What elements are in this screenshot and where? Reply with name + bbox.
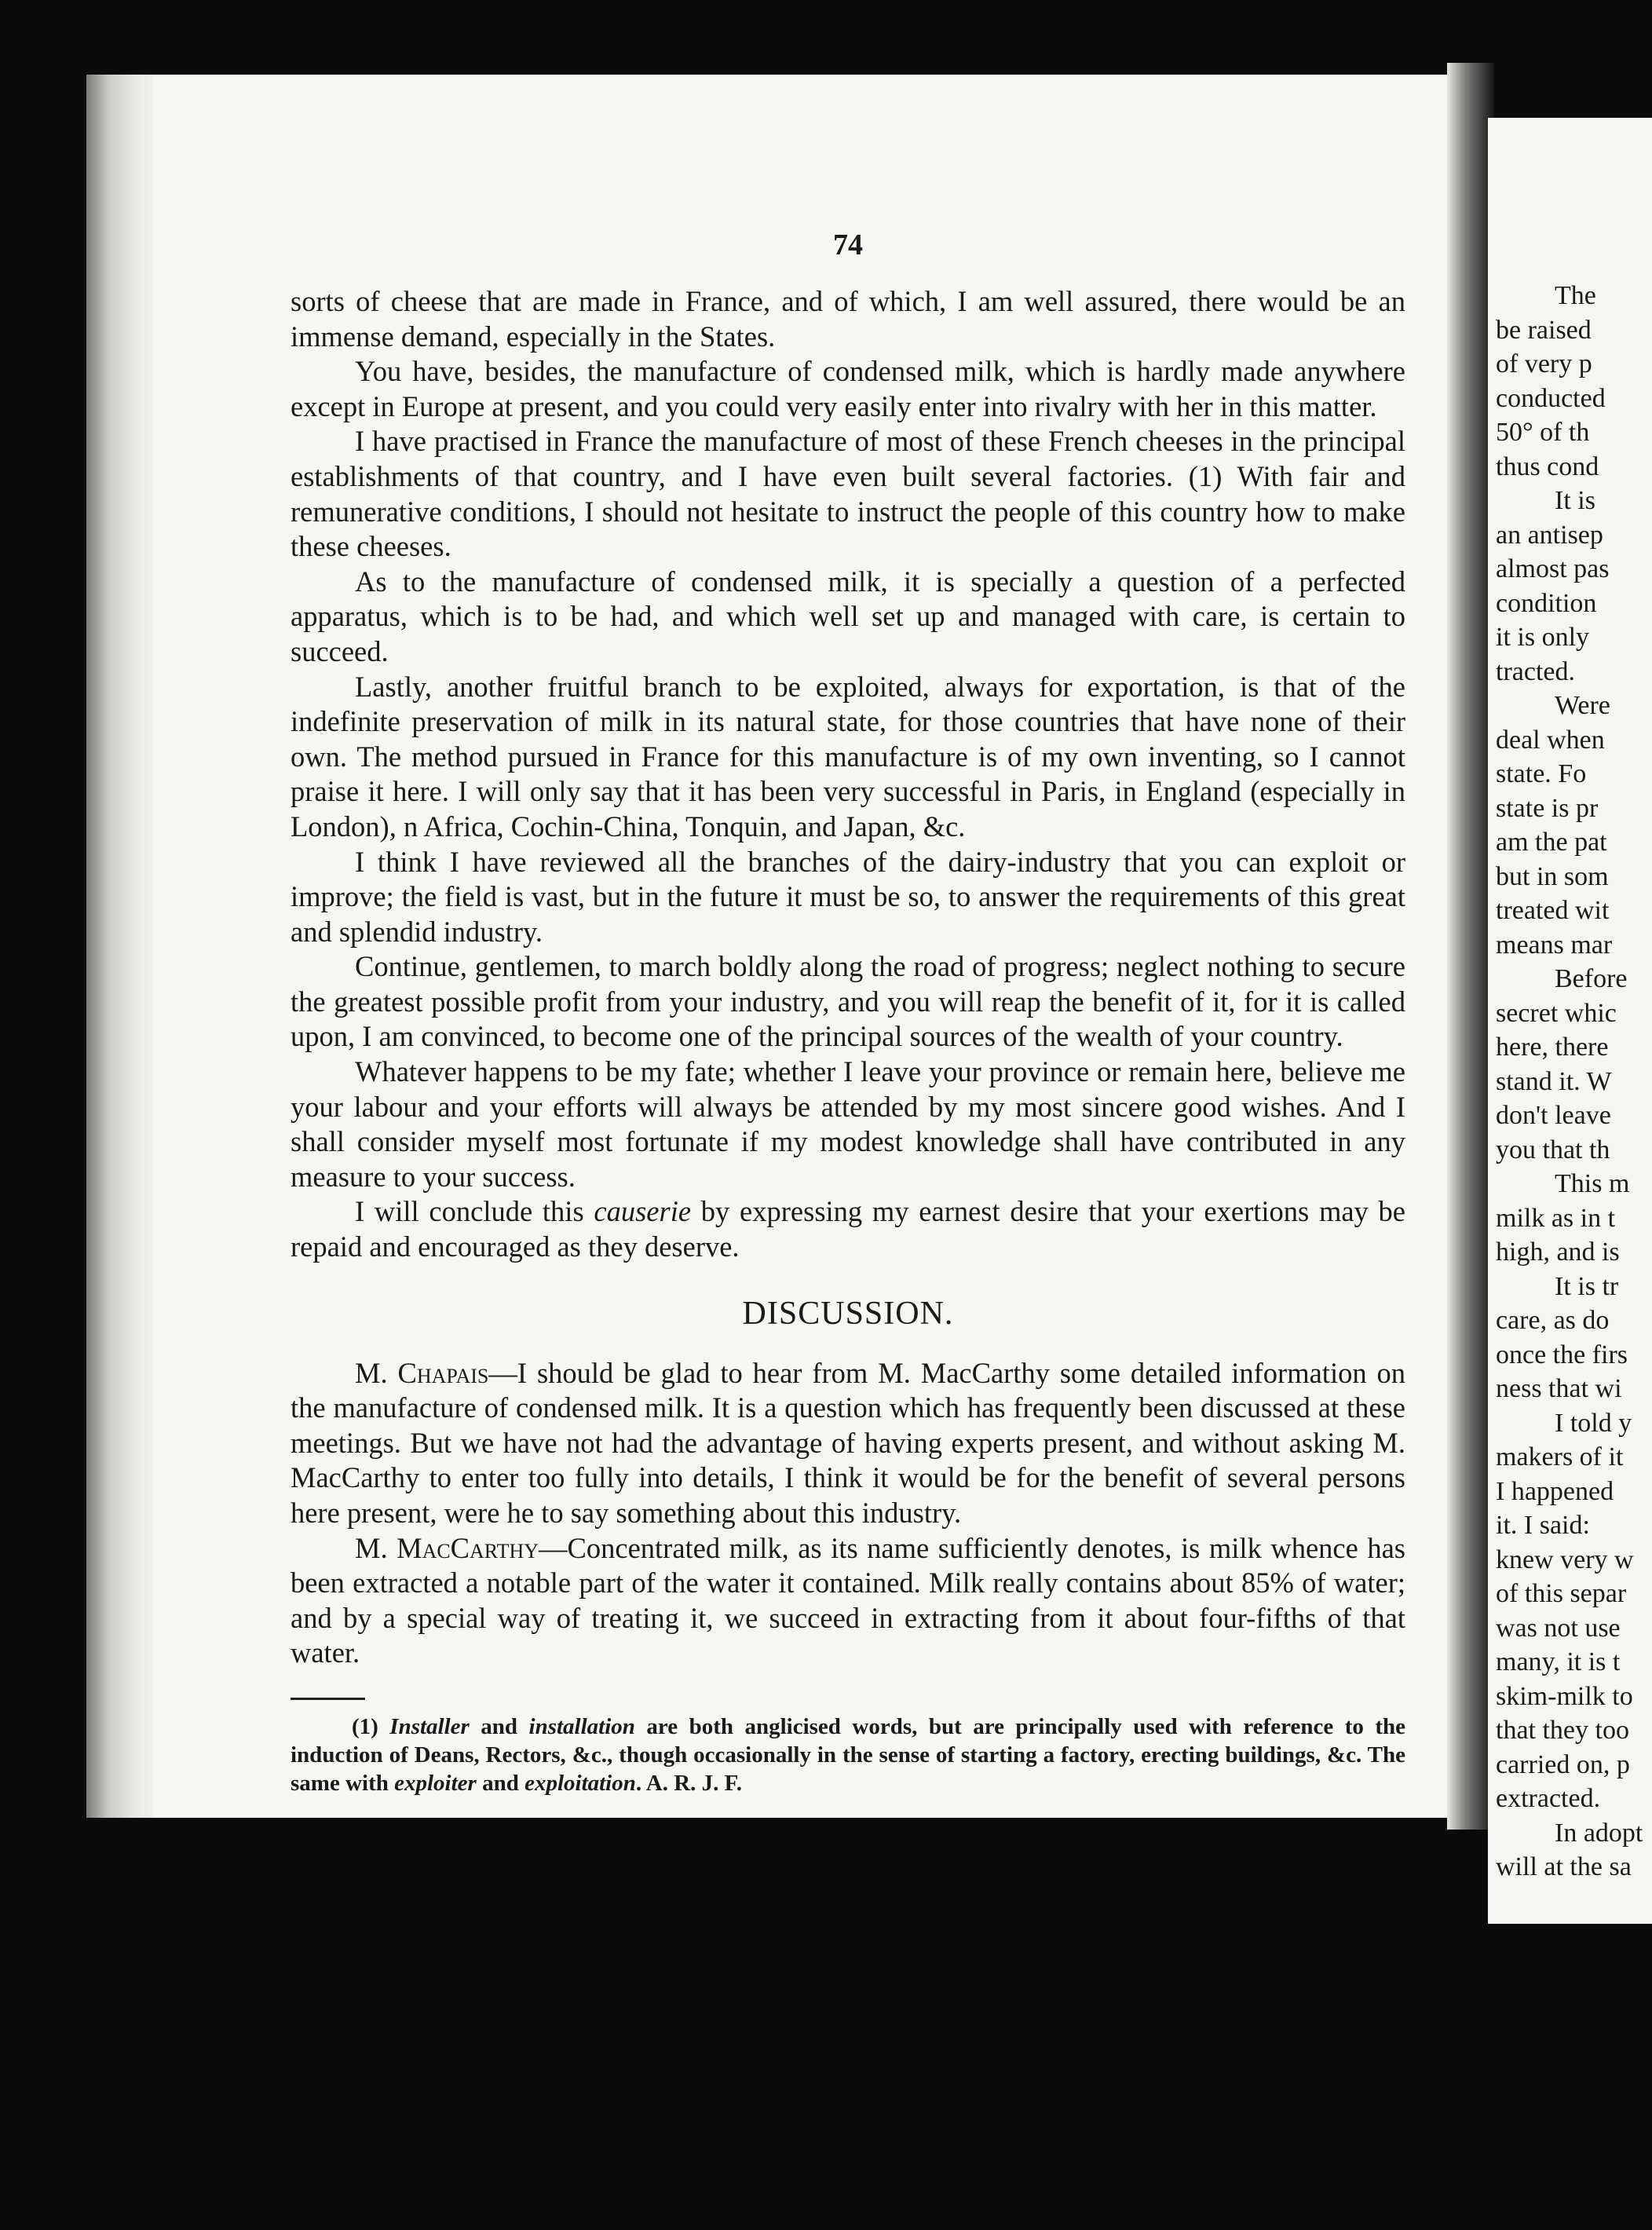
paragraph: Whatever happens to be my fate; whether I leave your province or remain here, believe me your labour and your efforts will always be attended by my most sincere good wishes. And I shall consider myself most fortunate if my modest knowledge shall have contributed in any measure to your success.: [291, 1055, 1405, 1193]
right-page-line: skim-milk to: [1496, 1681, 1633, 1711]
causerie-term: causerie: [594, 1195, 692, 1228]
right-page-line: I happened: [1496, 1476, 1614, 1506]
right-page-line: be raised: [1496, 315, 1592, 345]
right-page-line: you that th: [1496, 1135, 1610, 1164]
right-page-line: carried on, p: [1496, 1749, 1630, 1779]
footnote-term: installation: [528, 1713, 635, 1739]
right-page-line: Were: [1555, 691, 1610, 720]
right-page-line: makers of it: [1496, 1442, 1624, 1471]
right-page-line: ness that wi: [1496, 1374, 1622, 1403]
concluding-paragraph: [291, 1194, 1405, 1264]
right-page-line: an antisep: [1496, 520, 1603, 550]
right-page-line: stand it. W: [1496, 1066, 1612, 1096]
right-page-line: 50° of th: [1496, 418, 1590, 447]
paragraph: Continue, gentlemen, to march boldly along the road of progress; neglect nothing to secure the greatest possible profit from your industry, and you will reap the benefit of it, for it is called upon, I am convinced, to become one of the principal sources of the wealth of your country.: [291, 950, 1405, 1053]
right-page-line: it. I said:: [1496, 1511, 1590, 1540]
right-page-line: condition: [1496, 588, 1597, 618]
paragraph: Lastly, another fruitful branch to be exploited, always for exportation, is that of the indefinite preservation of milk in its natural state, for those countries that have none of their own. The method pursued in France for this manufacture is of my own inventing, so I cannot praise it here. I will only say that it has been very successful in Paris, in England (especially in London), n Africa, Cochin-China, Tonquin, and Japan, &c.: [291, 670, 1405, 843]
paragraph: As to the manufacture of condensed milk, it is specially a question of a perfected apparatus, which is to be had, and which well set up and managed with care, is certain to succeed.: [291, 565, 1405, 667]
right-page-line: will at the sa: [1496, 1852, 1632, 1881]
footnote-rule: [291, 1698, 365, 1700]
right-page-line: care, as do: [1496, 1306, 1610, 1335]
right-page-line: treated wit: [1496, 896, 1610, 925]
remark-text: —Concentrated milk, as its name sufficiently denotes, is milk whence has been extracted a notable part of the water it contained. Milk really contains about 85% of water; and by a special way of treating it, we succeed in extracting from it about four-fifths of that water.: [291, 1531, 1405, 1669]
speaker-name: M. MacCarthy: [355, 1531, 539, 1564]
right-page-line: of very p: [1496, 349, 1592, 378]
right-page-line: means mar: [1496, 930, 1613, 960]
right-page-line: don't leave: [1496, 1101, 1611, 1130]
right-page-line: It is: [1555, 486, 1595, 515]
right-page-line: but in som: [1496, 861, 1609, 891]
right-page-line: extracted.: [1496, 1784, 1601, 1813]
footnote-text: and: [476, 1770, 525, 1796]
right-page-line: many, it is t: [1496, 1647, 1621, 1676]
book-gutter: [1447, 63, 1494, 1830]
speaker-name: M. Chapais: [355, 1356, 489, 1389]
paragraph: sorts of cheese that are made in France, and of which, I am well assured, there would be an immense demand, especially in the States.: [291, 285, 1405, 353]
right-page-line: almost pas: [1496, 554, 1610, 583]
right-page-line: high, and is: [1496, 1237, 1620, 1267]
footnote-term: exploiter: [394, 1770, 477, 1796]
paragraph: I have practised in France the manufacture of most of these French cheeses in the principal establishments of that country, and I have even built several factories. (1) With fair and remunerative conditions, I should not hesitate to instruct the people of this country how to make these cheeses.: [291, 425, 1405, 563]
paragraph: You have, besides, the manufacture of condensed milk, which is hardly made anywhere except in Europe at present, and you could very easily enter into rivalry with her in this matter.: [291, 355, 1405, 422]
right-page-line: This m: [1555, 1169, 1630, 1198]
page-number: 74: [833, 228, 863, 261]
right-page-line: state is pr: [1496, 793, 1599, 823]
footnote-term: Installer: [389, 1713, 470, 1739]
right-page-line: The: [1555, 281, 1596, 310]
right-page-line: deal when: [1496, 725, 1605, 755]
maccarthy-remark: [291, 1531, 1405, 1671]
right-page-line: In adopt: [1555, 1818, 1643, 1848]
left-page-text: [291, 228, 1406, 1797]
right-page-line: tracted.: [1496, 656, 1575, 686]
footnote-text: . A. R. J. F.: [635, 1770, 742, 1796]
right-page-line: secret whic: [1496, 998, 1617, 1028]
right-page-line: It is tr: [1555, 1271, 1619, 1301]
footnote-term: exploitation: [524, 1770, 636, 1796]
right-page-line: once the firs: [1496, 1340, 1628, 1369]
right-page-line: was not use: [1496, 1613, 1621, 1643]
right-page-line: here, there: [1496, 1033, 1609, 1062]
right-page-line: knew very w: [1496, 1545, 1634, 1574]
footnote-text: are both anglicised words, but are principally used with reference to the induction of Deans, Rectors, &c., though occasionally in the sense of starting a factory, erecting buildings, &c. The same with: [291, 1713, 1405, 1796]
right-page-line: thus cond: [1496, 451, 1599, 481]
chapais-remark: [291, 1356, 1405, 1531]
right-page-line: state. Fo: [1496, 759, 1587, 788]
right-page-line: am the pat: [1496, 828, 1607, 857]
discussion-heading: DISCUSSION.: [742, 1295, 954, 1332]
conclude-text-start: I will conclude this: [355, 1195, 594, 1228]
right-page-line: milk as in t: [1496, 1203, 1616, 1233]
left-page-edge: [86, 75, 157, 1818]
remark-text: —I should be glad to hear from M. MacCarthy some detailed information on the manufacture of condensed milk. It is a question which has frequently been discussed at these meetings. But we have not had the advantage of having experts present, and without asking M. MacCarthy to enter too fully into details, I think it would be for the benefit of several persons here present, were he to say something about this industry.: [291, 1356, 1406, 1529]
right-page-line: that they too: [1496, 1716, 1629, 1745]
footnote-text: and: [469, 1713, 529, 1739]
right-page-line: I told y: [1555, 1408, 1632, 1438]
right-page-line: Before: [1555, 964, 1628, 993]
conclude-text-end: by expressing my earnest desire that your exertions may be repaid and encouraged as they deserve.: [291, 1195, 1405, 1263]
right-page-line: it is only: [1496, 623, 1590, 652]
footnote-marker: (1): [352, 1713, 390, 1739]
right-page-text: [1496, 279, 1652, 1885]
right-page-line: of this separ: [1496, 1579, 1627, 1608]
paragraph: I think I have reviewed all the branches of the dairy-industry that you can exploit or improve; the field is vast, but in the future it must be so, to answer the requirements of this great and splendid industry.: [291, 845, 1405, 948]
right-page-line: conducted: [1496, 383, 1606, 413]
footnote: [291, 1713, 1405, 1797]
